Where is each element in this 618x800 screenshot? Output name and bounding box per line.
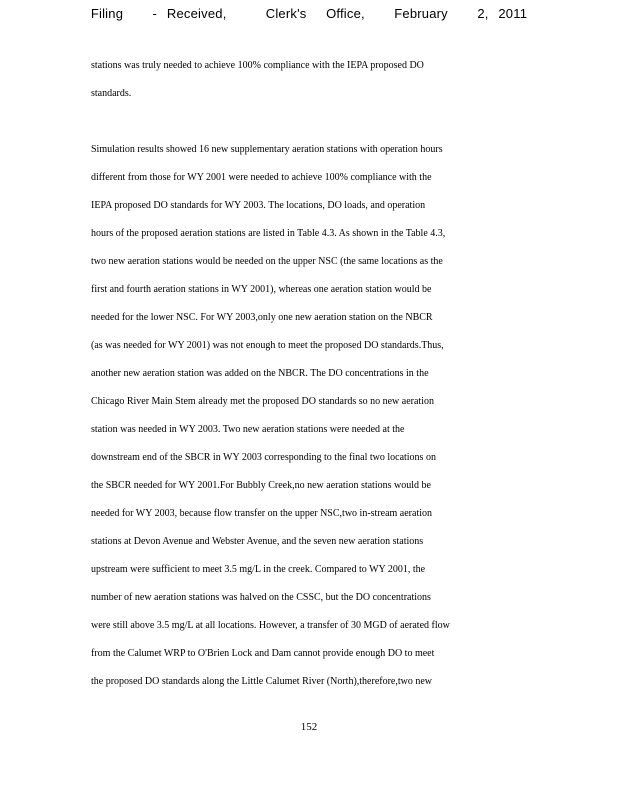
text-line: the SBCR needed for WY 2001.For Bubbly Creek,no new aeration stations would be (91, 480, 431, 491)
text-line: needed for the lower NSC. For WY 2003,only one new aeration station on the NBCR (91, 312, 433, 323)
filing-header: Filing - Received, Clerk's Office, February 2, 2011 (90, 6, 528, 21)
text-line: stations at Devon Avenue and Webster Avenue, and the seven new aeration stations (91, 536, 424, 547)
text-line: from the Calumet WRP to O'Brien Lock and Dam cannot provide enough DO to meet (91, 648, 435, 659)
text-line: another new aeration station was added on the NBCR. The DO concentrations in the (91, 368, 429, 379)
text-line: first and fourth aeration stations in WY 2001), whereas one aeration station would be (91, 284, 432, 295)
text-line: hours of the proposed aeration stations are listed in Table 4.3. As shown in the Table 4.3, (91, 228, 446, 239)
text-line: standards. (91, 88, 132, 99)
text-line: two new aeration stations would be needed on the upper NSC (the same locations as the (91, 256, 443, 267)
text-line: downstream end of the SBCR in WY 2003 corresponding to the final two locations on (91, 452, 436, 463)
text-line: (as was needed for WY 2001) was not enough to meet the proposed DO standards.Thus, (91, 340, 444, 351)
text-line: station was needed in WY 2003. Two new aeration stations were needed at the (91, 424, 405, 435)
text-line: different from those for WY 2001 were needed to achieve 100% compliance with the (91, 172, 432, 183)
text-line: upstream were sufficient to meet 3.5 mg/L in the creek. Compared to WY 2001, the (91, 564, 426, 575)
text-line: number of new aeration stations was halved on the CSSC, but the DO concentrations (91, 592, 431, 603)
text-line: the proposed DO standards along the Little Calumet River (North),therefore,two new (91, 676, 433, 687)
text-line: IEPA proposed DO standards for WY 2003. The locations, DO loads, and operation (91, 200, 426, 211)
text-line: needed for WY 2003, because flow transfer on the upper NSC,two in-stream aeration (91, 508, 433, 519)
page-number: 152 (300, 721, 318, 733)
text-line: Chicago River Main Stem already met the proposed DO standards so no new aeration (91, 396, 434, 407)
text-line: Simulation results showed 16 new supplementary aeration stations with operation hours (91, 144, 443, 155)
text-line: were still above 3.5 mg/L at all locations. However, a transfer of 30 MGD of aerated flow (91, 620, 450, 631)
text-line: stations was truly needed to achieve 100% compliance with the IEPA proposed DO (91, 60, 424, 71)
